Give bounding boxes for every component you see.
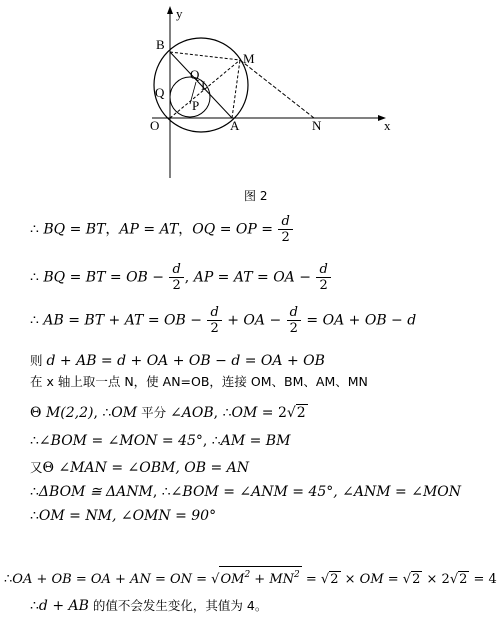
expr: BQ bbox=[43, 221, 66, 238]
op: = bbox=[215, 221, 236, 238]
therefore-symbol: ∴ bbox=[30, 312, 39, 329]
expr: OB bbox=[164, 312, 186, 329]
expr: OM bbox=[231, 405, 258, 421]
expr: × OM = bbox=[340, 572, 403, 587]
op: = bbox=[213, 269, 234, 286]
label-O: O bbox=[150, 118, 160, 133]
op: = bbox=[63, 312, 85, 329]
label-A: A bbox=[230, 118, 240, 133]
numerator: d bbox=[319, 262, 328, 277]
radicand: 2 bbox=[459, 572, 468, 587]
expr: AP bbox=[193, 269, 214, 286]
op: + bbox=[104, 312, 125, 329]
proof-line-9 bbox=[30, 484, 461, 500]
proof-line-5 bbox=[30, 372, 368, 390]
coordinate-figure bbox=[0, 0, 502, 210]
radicand: 2 bbox=[296, 405, 306, 421]
therefore-symbol: ∴ bbox=[211, 433, 221, 449]
expr: OQ bbox=[192, 221, 216, 238]
expr: OA bbox=[243, 312, 265, 329]
sqrt-sign: √ bbox=[211, 572, 220, 587]
figure-caption: 图 2 bbox=[244, 189, 268, 203]
denominator: 2 bbox=[207, 320, 221, 336]
op: − bbox=[185, 312, 207, 329]
proof-line-11 bbox=[4, 566, 497, 588]
fraction bbox=[278, 214, 292, 245]
sep: , bbox=[202, 433, 212, 449]
expr: BT bbox=[84, 312, 105, 329]
op: = bbox=[252, 269, 274, 286]
op: − bbox=[147, 269, 169, 286]
expr: OA bbox=[273, 269, 295, 286]
op: = bbox=[65, 221, 86, 238]
expr: M(2,2) bbox=[45, 405, 94, 421]
expr: AT bbox=[233, 269, 253, 286]
label-P: P bbox=[192, 98, 200, 113]
segment-MN bbox=[240, 60, 314, 118]
expr: BT bbox=[85, 269, 106, 286]
expr: OM = NM, ∠OMN = 90° bbox=[38, 508, 217, 524]
radicand: 2 bbox=[412, 572, 421, 587]
label-B: B bbox=[156, 37, 165, 52]
label-y: y bbox=[176, 6, 183, 21]
sqrt-sign: √ bbox=[286, 405, 296, 421]
ze-word: 则 bbox=[30, 353, 47, 368]
expr: AM = BM bbox=[220, 433, 291, 449]
expr: AT bbox=[159, 221, 179, 238]
expr: ∠MAN = ∠OBM, OB = AN bbox=[58, 460, 249, 476]
expr: = 4 bbox=[469, 572, 497, 587]
sqrt-sign: √ bbox=[320, 572, 330, 587]
proof-line-4 bbox=[30, 351, 325, 369]
proof-line-2 bbox=[30, 262, 332, 293]
op: = bbox=[105, 269, 127, 286]
expr: ∠BOM = ∠ANM = 45°, ∠ANM = ∠MON bbox=[170, 484, 462, 500]
denominator: 2 bbox=[278, 229, 292, 245]
proof-line-12 bbox=[30, 596, 267, 614]
y-axis-arrow bbox=[167, 6, 173, 14]
expr: AB bbox=[43, 312, 64, 329]
op: = bbox=[143, 312, 165, 329]
expr: ∠AOB bbox=[170, 405, 214, 421]
therefore-symbol: ∴ bbox=[30, 269, 39, 286]
therefore-symbol: ∴ bbox=[30, 433, 39, 449]
sep: , bbox=[213, 405, 223, 421]
op: = bbox=[256, 221, 278, 238]
radicand bbox=[219, 566, 301, 588]
because-symbol: Θ bbox=[42, 460, 59, 476]
op: = bbox=[301, 312, 323, 329]
label-I: I bbox=[201, 78, 206, 93]
exponent: 2 bbox=[294, 570, 300, 580]
denominator: 2 bbox=[169, 277, 183, 293]
sep: ， bbox=[178, 221, 193, 238]
op: + bbox=[222, 312, 244, 329]
proof-line-6 bbox=[30, 403, 308, 421]
segment-BM bbox=[170, 52, 240, 60]
sep: ， bbox=[105, 221, 120, 238]
fraction bbox=[169, 262, 183, 293]
expr: OA bbox=[322, 312, 345, 329]
sep: , bbox=[93, 405, 103, 421]
therefore-symbol: ∴ bbox=[222, 405, 232, 421]
label-x: x bbox=[384, 118, 391, 133]
exponent: 2 bbox=[244, 570, 251, 580]
proof-line-3 bbox=[30, 305, 416, 336]
expr: d + AB bbox=[38, 598, 89, 614]
therefore-symbol: ∴ bbox=[30, 508, 39, 524]
because-symbol: Θ bbox=[30, 405, 46, 421]
therefore-symbol: ∴ bbox=[30, 598, 39, 614]
sep: , bbox=[152, 484, 162, 500]
radicand: 2 bbox=[330, 572, 339, 587]
op: = bbox=[138, 221, 160, 238]
proof-line-8 bbox=[30, 458, 249, 476]
therefore-symbol: ∴ bbox=[30, 484, 39, 500]
fraction bbox=[287, 305, 301, 336]
expr: ∠BOM = ∠MON = 45° bbox=[38, 433, 203, 449]
op: − bbox=[294, 269, 316, 286]
op: + bbox=[344, 312, 365, 329]
numerator: d bbox=[281, 214, 290, 229]
label-Q2: Q bbox=[155, 85, 165, 100]
numerator: d bbox=[210, 305, 219, 320]
op: = 2 bbox=[257, 405, 287, 421]
expr: × 2 bbox=[422, 572, 450, 587]
expr: OA + OB = OA + AN = ON = bbox=[12, 572, 212, 587]
numerator: d bbox=[289, 305, 298, 320]
expr: AP bbox=[119, 221, 139, 238]
expr: ΔBOM ≅ ΔANM bbox=[38, 484, 153, 500]
sqrt-sign: √ bbox=[402, 572, 412, 587]
term: OM bbox=[220, 572, 245, 587]
segment-AM bbox=[232, 60, 240, 118]
conclusion-text: 的值不会发生变化，其值为 4。 bbox=[88, 598, 268, 613]
expr: BQ bbox=[43, 269, 66, 286]
sep: , bbox=[184, 269, 194, 286]
construction-text: 在 x 轴上取一点 N，使 AN=OB，连接 OM、BM、AM、MN bbox=[30, 374, 368, 389]
fraction bbox=[207, 305, 221, 336]
proof-line-7 bbox=[30, 433, 290, 449]
expr: d bbox=[407, 312, 417, 329]
you-word: 又 bbox=[30, 460, 43, 475]
term: + MN bbox=[250, 572, 295, 587]
label-N: N bbox=[312, 118, 322, 133]
op: − bbox=[265, 312, 286, 329]
proof-line-10 bbox=[30, 508, 216, 524]
proof-line-1 bbox=[30, 214, 294, 245]
op: − bbox=[386, 312, 408, 329]
denominator: 2 bbox=[316, 277, 330, 293]
expr: OM bbox=[111, 405, 138, 421]
expr: OB bbox=[364, 312, 387, 329]
expr: AT bbox=[124, 312, 144, 329]
op: = bbox=[65, 269, 86, 286]
op: = bbox=[301, 572, 321, 587]
denominator: 2 bbox=[287, 320, 301, 336]
therefore-symbol: ∴ bbox=[30, 221, 39, 238]
expr: OB bbox=[126, 269, 148, 286]
fraction bbox=[316, 262, 330, 293]
word: 平分 bbox=[137, 405, 171, 420]
label-Q1: Q bbox=[190, 67, 200, 82]
expr: d + AB = d + OA + OB − d = OA + OB bbox=[46, 353, 325, 369]
label-M: M bbox=[243, 51, 255, 66]
therefore-symbol: ∴ bbox=[161, 484, 171, 500]
therefore-symbol: ∴ bbox=[102, 405, 112, 421]
expr: BT bbox=[85, 221, 106, 238]
therefore-symbol: ∴ bbox=[4, 572, 13, 587]
expr: OP bbox=[235, 221, 257, 238]
numerator: d bbox=[172, 262, 181, 277]
sqrt-sign: √ bbox=[449, 572, 459, 587]
